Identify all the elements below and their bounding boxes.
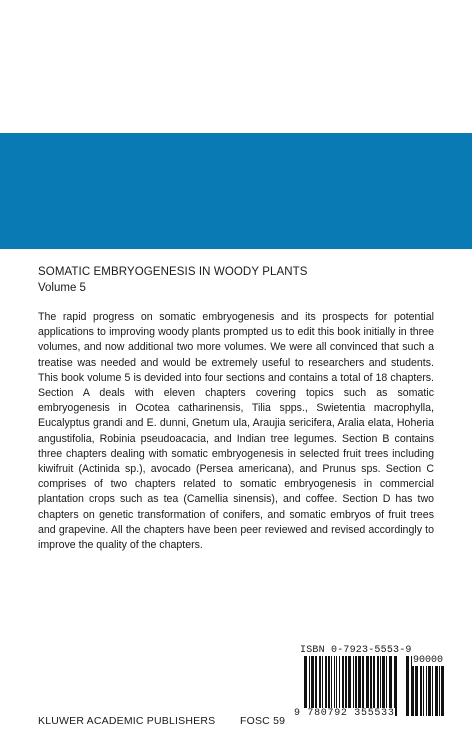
barcode-bar [348,656,351,716]
barcode-bar [358,656,361,716]
barcode-bar [362,656,364,716]
book-title: SOMATIC EMBRYOGENESIS IN WOODY PLANTS [38,266,308,278]
barcode-bar [370,656,372,716]
volume-label: Volume 5 [38,282,86,294]
barcode-bar [339,656,340,716]
barcode-bar [322,656,323,716]
barcode-bar [373,656,375,716]
cover-color-band [0,133,472,249]
publisher-name: KLUWER ACADEMIC PUBLISHERS [38,715,216,727]
series-code: FOSC 59 [240,715,286,727]
ean-barcode-bars [304,656,400,716]
barcode-bar [336,656,337,716]
barcode-bar [334,656,335,716]
barcode-bar [406,656,409,716]
barcode-bar [304,656,307,716]
barcode-bar [389,656,392,716]
barcode-bar [345,656,347,716]
barcode-bar [342,656,344,716]
barcode [294,656,444,722]
barcode-bar [394,656,397,716]
barcode-bar [355,656,357,716]
barcode-bar [380,656,381,716]
barcode-bar [377,656,379,716]
barcode-bar [331,656,332,716]
barcode-bar [366,656,369,716]
addon-digits: 90000 [412,655,443,666]
barcode-bar [325,656,327,716]
barcode-bar [319,656,321,716]
isbn-text: ISBN 0-7923-5553-9 [300,645,412,656]
book-description: The rapid progress on somatic embryogenesis and its prospects for potential applications to improving woody plants prompted us to edit this book initially in three volumes, and now additional two more volumes. We were all convinced that such a treatise was needed and would be extremely useful to researchers and students. This book volume 5 is devided into four sections and contains a total of 18 chapters. Section A deals with eleven chapters covering topics such as somatic embryogenesis in Ocotea catharinensis, Tilia spps., Swietentia macrophylla, Eucalyptus grandi and E. dunni, Gnetum ula, Araujia sericifera, Aralia elata, Hoheria angustifolia, Robinia pseudoacacia, and Indian tree legumes. Section B contains three chapters dealing with somatic embryogenesis in selected fruit trees including kiwifruit (Actinida sp.), avocado (Persea americana), and Prunus sps. Section C comprises of two chapters related to somatic embryogenesis in commercial plantation crops such as tea (Camellia sinensis), and coffee. Section D has two chapters on genetic transformation of conifers, and somatic embryos of fruit trees and grapevine. All the chapters have been peer reviewed and revised accordingly to improve the quality of the chapters. [38,311,434,552]
barcode-bar [309,656,310,716]
barcode-bar [311,656,314,716]
barcode-bar [382,656,385,716]
barcode-bar [315,656,317,716]
barcode-bar [353,656,354,716]
ean-digits: 9 780792 355533 [294,708,395,719]
barcode-bar [386,656,387,716]
barcode-bar [328,656,330,716]
